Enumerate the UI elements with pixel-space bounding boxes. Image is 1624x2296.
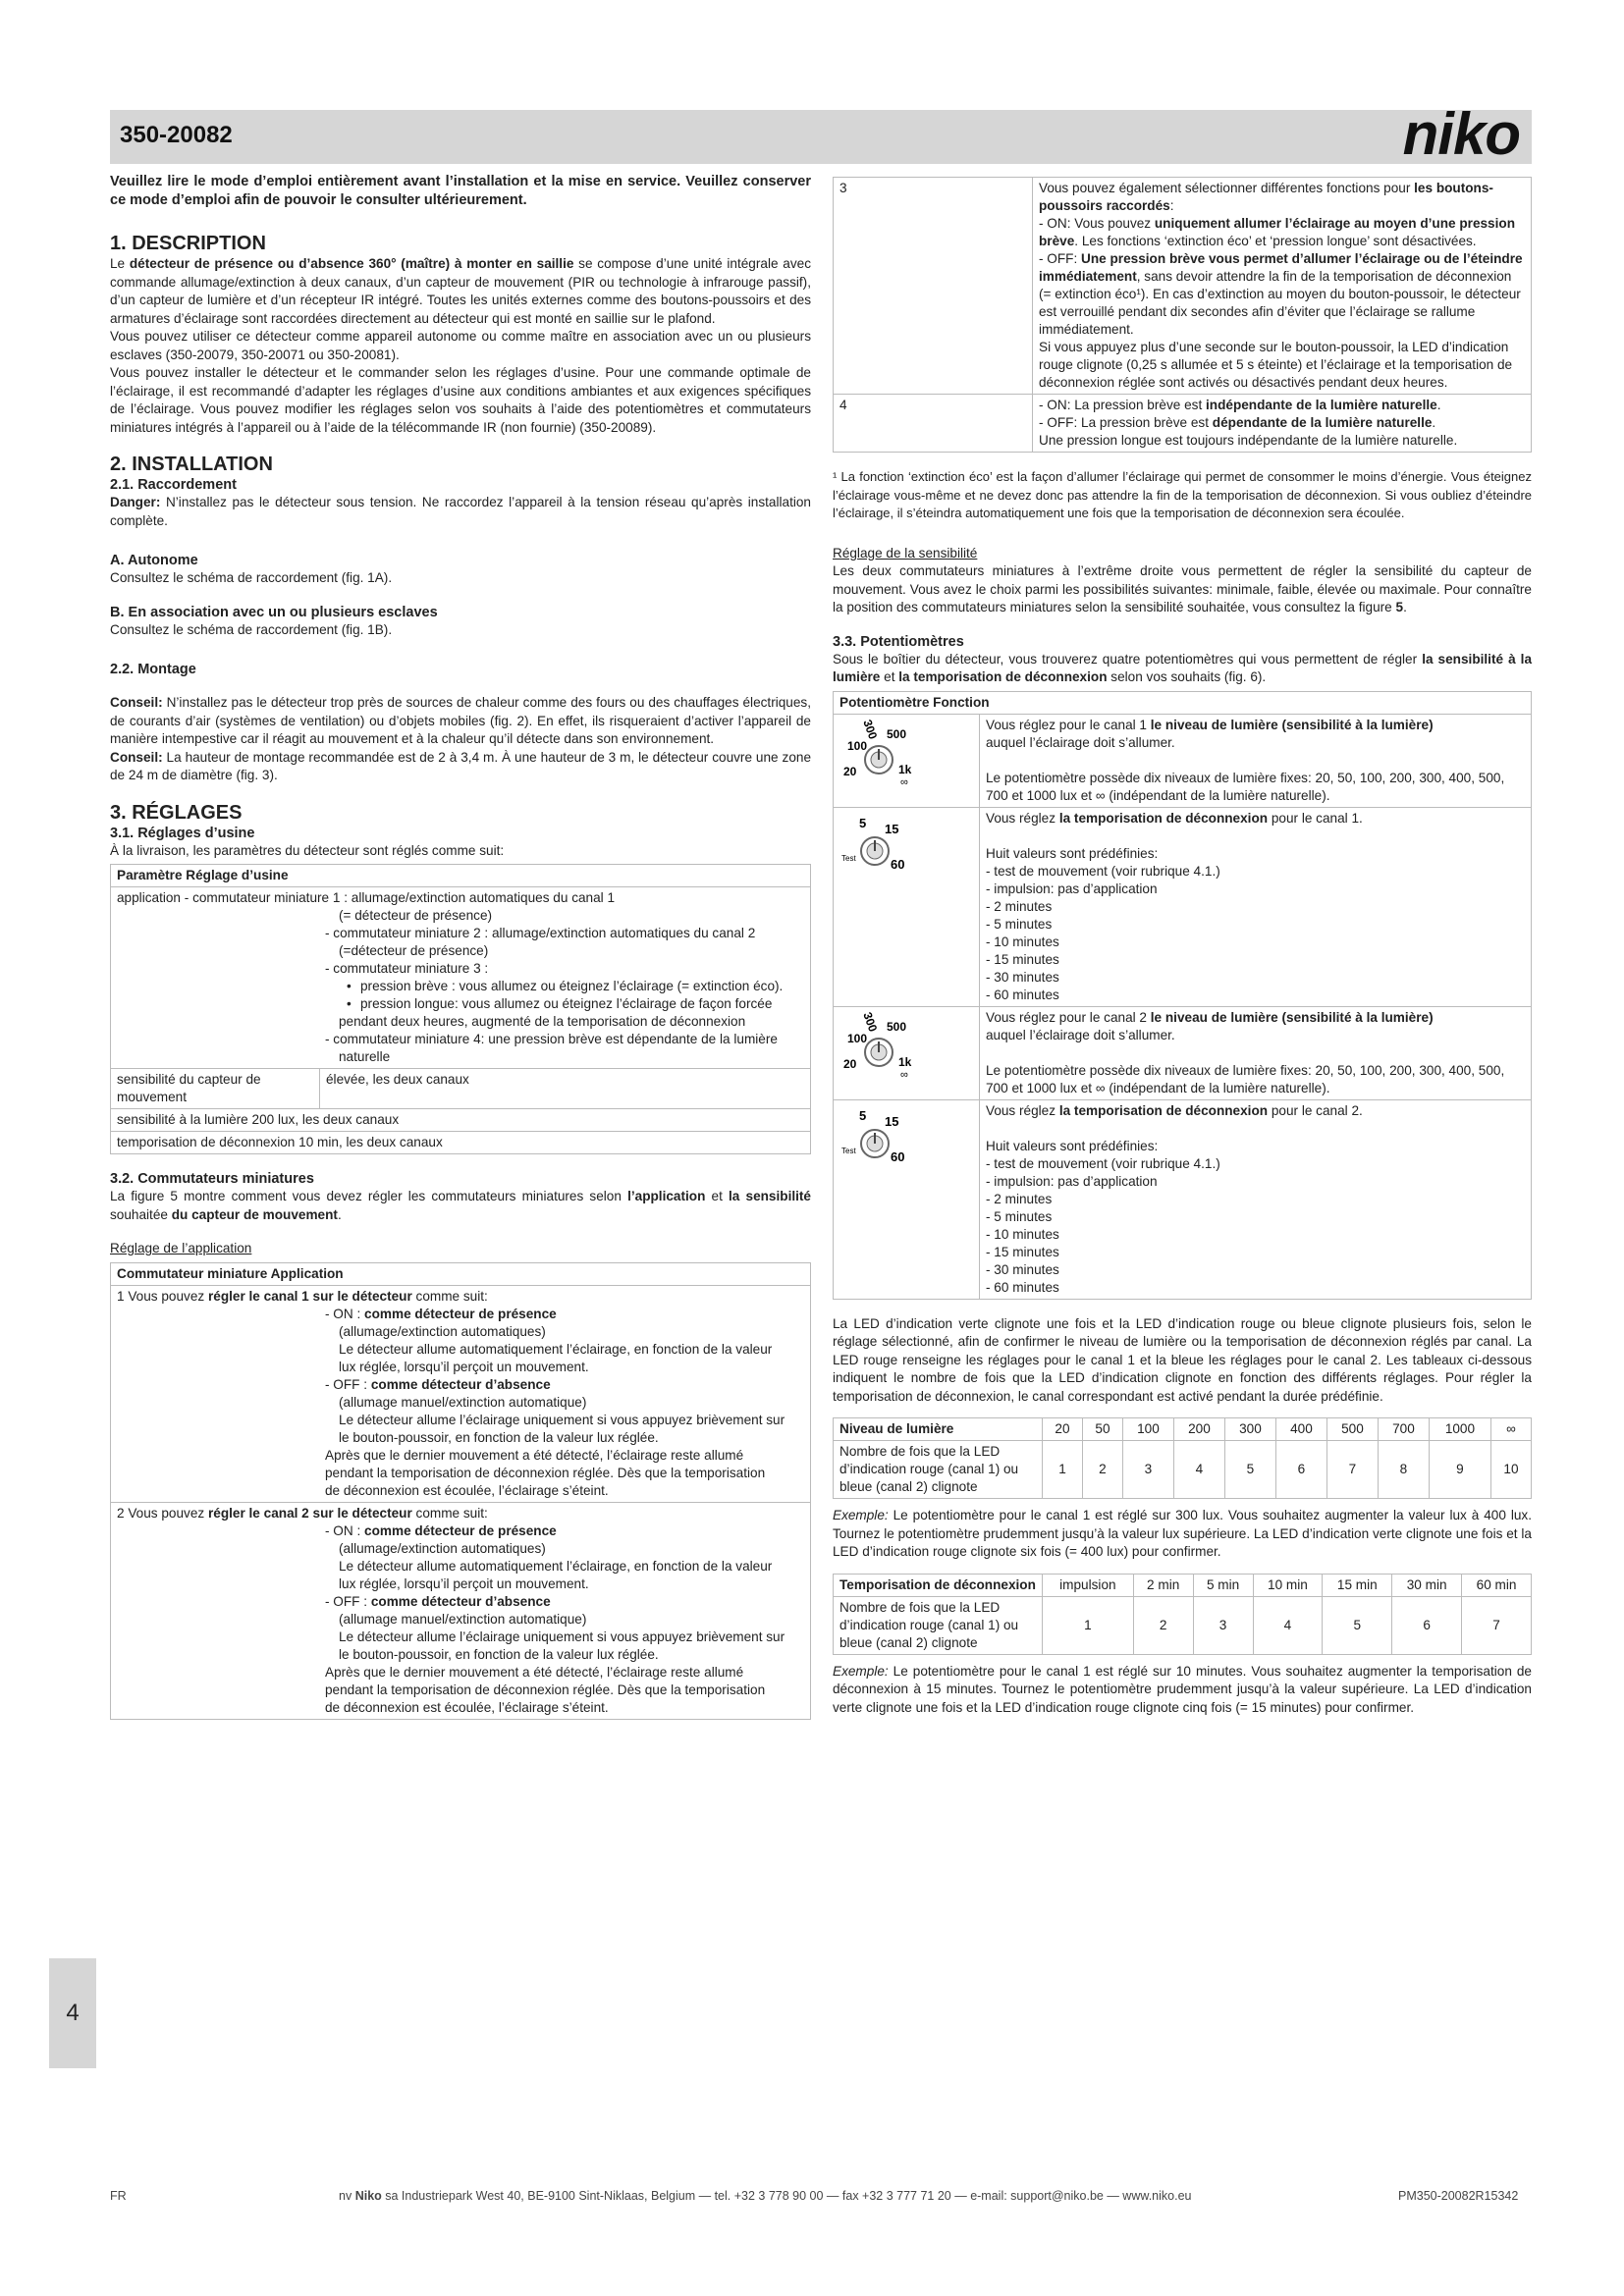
subsection-raccordement: 2.1. Raccordement <box>110 477 237 493</box>
application-row-2: 2 Vous pouvez régler le canal 2 sur le détecteur comme suit: - ON : comme détecteur de présence (allumage/extinction automatiques) Le détecteur allume automatiquement l’éclairage, en fonction de la valeur lux réglée, lorsqu’il perçoit un mouvement. - OFF : comme détecteur d’absence (allumage manuel/extinction automatique) Le détecteur allume l’éclairage uniquement si vous appuyez brièvement sur le bouton-poussoir, en fonction de la valeur lux réglée. Après que le dernier mouvement a été détecté, l’éclairage reste allumé pendant la temporisation de déconnexion réglée. Dès que la temporisation de déconnexion est écoulée, l’éclairage s’éteint. <box>111 1502 811 1719</box>
reglage-application-title: Réglage de l’application <box>110 1241 252 1255</box>
section-description-title: 1. DESCRIPTION <box>110 233 266 254</box>
danger-text: Danger: N’installez pas le détecteur sous tension. Ne raccordez l’appareil à la tension réseau qu’après installation complète. <box>110 495 811 528</box>
timer-dial-icon <box>839 1102 918 1175</box>
description-paragraph-3: Vous pouvez installer le détecteur et le commander selon les réglages d’usine. Pour une commande optimale de l’éclairage, il est recommandé d’adapter les réglages d’usine aux conditions ambiantes et aux exigences spécifiques de l’éclairage. Vous pouvez modifier les réglages selon vos souhaits à l’aide des potentiomètres et commutateurs miniatures intégrés à l’appareil ou à l’aide de la télécommande IR (non fournie) (350-20089). <box>110 365 811 435</box>
bullet-icon: • <box>347 979 352 993</box>
example-1: Exemple: Le potentiomètre pour le canal 1 est réglé sur 300 lux. Vous souhaitez augmenter la valeur lux à 400 lux. Tournez le potentiomètre prudemment jusqu’à la valeur lux supérieure. La LED d’indication verte clignote une fois et la LED d’indication rouge clignote six fois (= 400 lux) pour confirmer. <box>833 1508 1532 1559</box>
svg-text:300: 300 <box>860 717 881 741</box>
svg-text:1k: 1k <box>898 1054 912 1069</box>
reglages-usine-text: À la livraison, les paramètres du détecteur sont réglés comme suit: <box>110 842 505 858</box>
footer-address: nv Niko sa Industriepark West 40, BE-9100 Sint-Niklaas, Belgium — tel. +32 3 778 90 00 — fax +32 3 777 71 20 — e-mail: support@niko.be — www.niko.eu <box>339 2189 1192 2203</box>
application-table-header: Commutateur miniature Application <box>111 1262 811 1285</box>
sensibilite-title: Réglage de la sensibilité <box>833 545 978 561</box>
document-number: 350-20082 <box>120 122 233 148</box>
svg-text:Test: Test <box>841 1146 856 1155</box>
application-row-1: 1 Vous pouvez régler le canal 1 sur le détecteur comme suit: - ON : comme détecteur de présence (allumage/extinction automatiques) Le détecteur allume automatiquement l’éclairage, en fonction de la valeur lux réglée, lorsqu’il perçoit un mouvement. - OFF : comme détecteur d’absence (allumage manuel/extinction automatique) Le détecteur allume l’éclairage uniquement si vous appuyez brièvement sur le bouton-poussoir, en fonction de la valeur lux réglée. Après que le dernier mouvement a été détecté, l’éclairage reste allumé pendant la temporisation de déconnexion réglée. Dès que la temporisation de déconnexion est écoulée, l’éclairage s’éteint. <box>111 1285 811 1502</box>
svg-text:1k: 1k <box>898 762 912 776</box>
page-number: 4 <box>66 2000 80 2026</box>
autonome-title: A. Autonome <box>110 553 198 568</box>
lux-dial-icon <box>839 1009 918 1088</box>
svg-text:100: 100 <box>847 1031 868 1045</box>
subsection-reglages-usine: 3.1. Réglages d’usine <box>110 825 255 841</box>
autonome-text: Consultez le schéma de raccordement (fig. 1A). <box>110 570 393 585</box>
conseil-2: Conseil: La hauteur de montage recommandée est de 2 à 3,4 m. À une hauteur de 3 m, le détecteur couvre une zone de 24 m de diamètre (fig. 3). <box>110 749 811 782</box>
subsection-potentiometres: 3.3. Potentiomètres <box>833 633 964 650</box>
description-paragraph-1: Le détecteur de présence ou d’absence 360° (maître) à monter en saillie se compose d’une unité intégrale avec commande allumage/extinction à deux canaux, d’un capteur de mouvement (PIR ou technologie à infrarouge passif), d’un capteur de lumière et d’un récepteur IR intégré. Toutes les unités externes comme des boutons-poussoirs et des armatures d’éclairage sont raccordées directement au détecteur qui est monté en saillie sur le plafond. <box>110 256 811 326</box>
led-text: La LED d’indication verte clignote une fois et la LED d’indication rouge ou bleue clignote plusieurs fois, selon le réglage sélectionné, afin de confirmer le niveau de lumière ou la temporisation de déconnexion réglés par canal. La LED rouge renseigne les réglages pour le canal 1 et la bleue les réglages pour le canal 2. Les tableaux ci-dessous indiquent le nombre de fois que la LED d’indication clignote en fonction des différents réglages. Pour régler la temporisation de déconnexion, le canal correspondant est activé pendant la durée prédéfinie. <box>833 1315 1532 1404</box>
factory-row-sensibilite: sensibilité du capteur de mouvement élevée, les deux canaux <box>111 1069 811 1109</box>
commutateurs-text: La figure 5 montre comment vous devez régler les commutateurs miniatures selon l’application et la sensibilité souhaitée du capteur de mouvement. <box>110 1189 811 1222</box>
header-bar <box>110 101 1532 167</box>
svg-text:15: 15 <box>885 821 899 836</box>
svg-text:300: 300 <box>860 1009 881 1034</box>
factory-row-application: application - commutateur miniature 1 : allumage/extinction automatiques du canal 1 (= détecteur de présence) - commutateur miniature 2 : allumage/extinction automatiques du canal 2 (=détecteur de présence) - commutateur miniature 3 : • pression brève : vous allumez ou éteignez l’éclairage (= extinction éco). • pression longue: vous allumez ou éteignez l’éclairage de façon forcée pendant deux heures, augmenté de la temporisation de déconnexion - commutateur miniature 4: une pression brève est dépendante de la lumière naturelle <box>111 887 811 1069</box>
svg-text:5: 5 <box>859 815 867 830</box>
intro-text: Veuillez lire le mode d’emploi entièrement avant l’installation et la mise en service. Veuillez conserver ce mode d’emploi afin de pouvoir le consulter ultérieurement. <box>110 174 811 208</box>
factory-table-header: Paramètre Réglage d’usine <box>111 865 811 887</box>
left-column <box>110 173 811 1720</box>
time-led-table: Temporisation de déconnexion impulsion 2 min 5 min 10 min 15 min 30 min 60 min Nombre de fois que la LED d’indication rouge (canal 1) ou bleue (canal 2) clignote 1 2 3 4 5 6 7 <box>833 1574 1532 1655</box>
svg-text:500: 500 <box>887 1019 907 1034</box>
bullet-icon: • <box>347 996 352 1011</box>
description-paragraph-2: Vous pouvez utiliser ce détecteur comme appareil autonome ou comme maître en association avec un ou plusieurs esclaves (350-20079, 350-20071 ou 350-20081). <box>110 329 811 362</box>
potentiometres-text: Sous le boîtier du détecteur, vous trouverez quatre potentiomètres qui vous permettent de régler la sensibilité à la lumière et la temporisation de déconnexion selon vos souhaits (fig. 6). <box>833 651 1533 684</box>
esclaves-text: Consultez le schéma de raccordement (fig. 1B). <box>110 621 393 637</box>
svg-text:15: 15 <box>885 1113 899 1129</box>
application-row-4: 4 - ON: La pression brève est indépendante de la lumière naturelle. - OFF: La pression brève est dépendante de la lumière naturelle. Une pression longue est toujours indépendante de la lumière naturelle. <box>834 395 1532 453</box>
footer-language: FR <box>110 2189 127 2203</box>
factory-settings-table <box>110 864 811 1154</box>
svg-text:20: 20 <box>843 1056 857 1071</box>
esclaves-title: B. En association avec un ou plusieurs esclaves <box>110 604 438 620</box>
svg-text:Test: Test <box>841 853 856 863</box>
pot-row-lux-2: 300 500 100 20 1k ∞ Vous réglez pour le canal 2 le niveau de lumière (sensibilité à la lumière) auquel l’éclairage doit s’allumer. Le potentiomètre possède dix niveaux de lumière fixes: 20, 50, 100, 200, 300, 400, 500, 700 et 1000 lux et ∞ (indépendant de la lumière naturelle). <box>834 1006 1532 1099</box>
pot-row-lux-1: 300 500 100 20 1k ∞ Vous réglez pour le canal 1 le niveau de lumière (sensibilité à la lumière) auquel l’éclairage doit s’allumer. Le potentiomètre possède dix niveaux de lumière fixes: 20, 50, 100, 200, 300, 400, 500, 700 et 1000 lux et ∞ (indépendant de la lumière naturelle). <box>834 714 1532 807</box>
svg-text:∞: ∞ <box>900 775 908 788</box>
section-reglages-title: 3. RÉGLAGES <box>110 801 243 824</box>
potentiometer-table-header: Potentiomètre Fonction <box>834 691 1532 714</box>
section-installation-title: 2. INSTALLATION <box>110 454 273 475</box>
sensibilite-text: Les deux commutateurs miniatures à l’extrême droite vous permettent de régler la sensibilité du capteur de mouvement. Vous avez le choix parmi les possibilités suivantes: minimale, faible, élevée ou maximale. Pour connaître la position des commutateurs miniatures selon la sensibilité souhaitée, vous consultez la figure 5. <box>833 563 1532 614</box>
footer-code: PM350-20082R15342 <box>1398 2189 1519 2203</box>
application-table-continued <box>833 177 1532 453</box>
niko-logo: niko <box>1402 101 1520 167</box>
subsection-montage: 2.2. Montage <box>110 662 196 677</box>
application-table <box>110 1262 811 1720</box>
right-column <box>833 177 1532 1717</box>
lux-led-table: Niveau de lumière 20 50 100 200 300 400 500 700 1000 ∞ Nombre de fois que la LED d’indication rouge (canal 1) ou bleue (canal 2) clignote 1 2 3 4 5 6 7 8 9 10 <box>833 1417 1532 1499</box>
svg-text:5: 5 <box>859 1107 867 1123</box>
example-2: Exemple: Le potentiomètre pour le canal 1 est réglé sur 10 minutes. Vous souhaitez augmenter la temporisation de déconnexion à 15 minutes. Tournez le potentiomètre prudemment jusqu’à la valeur supérieure. La LED d’indication verte clignote une fois et la LED d’indication rouge clignote cinq fois (= 15 minutes) pour confirmer. <box>833 1663 1532 1715</box>
page-number-tab <box>49 1958 96 2068</box>
pot-row-time-2: 5 15 Test 60 Vous réglez la temporisation de déconnexion pour le canal 2. Huit valeurs sont prédéfinies: - test de mouvement (voir rubrique 4.1.) - impulsion: pas d’application - 2 minutes - 5 minutes - 10 minutes - 15 minutes - 30 minutes - 60 minutes <box>834 1099 1532 1299</box>
application-row-3: 3 Vous pouvez également sélectionner différentes fonctions pour les boutons-poussoirs raccordés: - ON: Vous pouvez uniquement allumer l’éclairage au moyen d’une pression brève. Les fonctions ‘extinction éco’ et ‘pression longue’ sont désactivées. - OFF: Une pression brève vous permet d’allumer l’éclairage ou de l’éteindre immédiatement, sans devoir attendre la fin de la temporisation de déconnexion (= extinction éco¹). En cas d’extinction au moyen du bouton-poussoir, le détecteur est verrouillé pendant dix secondes afin d’éviter que l’éclairage se rallume immédiatement. Si vous appuyez plus d’une seconde sur le bouton-poussoir, la LED d’indication rouge clignote (0,25 s allumée et 5 s éteinte) et l’éclairage et la temporisation de déconnexion réglée sont activés ou désactivés pendant deux heures. <box>834 178 1532 395</box>
svg-text:∞: ∞ <box>900 1068 908 1081</box>
svg-text:60: 60 <box>891 1148 905 1164</box>
svg-text:100: 100 <box>847 738 868 753</box>
lux-dial-icon <box>839 717 918 795</box>
timer-dial-icon <box>839 810 918 882</box>
svg-text:500: 500 <box>887 726 907 741</box>
svg-text:20: 20 <box>843 764 857 778</box>
factory-row-temporisation: temporisation de déconnexion 10 min, les deux canaux <box>111 1132 811 1154</box>
factory-row-lumiere: sensibilité à la lumière 200 lux, les deux canaux <box>111 1109 811 1132</box>
potentiometer-table <box>833 691 1532 1300</box>
footnote: ¹ La fonction ‘extinction éco’ est la façon d’allumer l’éclairage qui permet de consommer le moins d’énergie. Vous éteignez l’éclairage vous-même et ne devez donc pas attendre la fin de la temporisation de déconnexion. Si vous oubliez d’éteindre l’éclairage, il s’éteindra automatiquement une fois que la temporisation de déconnexion sera écoulée. <box>833 469 1532 520</box>
pot-row-time-1: 5 15 Test 60 Vous réglez la temporisation de déconnexion pour le canal 1. Huit valeurs sont prédéfinies: - test de mouvement (voir rubrique 4.1.) - impulsion: pas d’application - 2 minutes - 5 minutes - 10 minutes - 15 minutes - 30 minutes - 60 minutes <box>834 807 1532 1006</box>
svg-text:60: 60 <box>891 856 905 872</box>
conseil-1: Conseil: N’installez pas le détecteur trop près de sources de chaleur comme des fours ou des chauffages électriques, de courants d’air (systèmes de ventilation) ou d’objets mobiles (fig. 2). En effet, ils risqueraient d’activer l’appareil de manière intempestive car il réagit au mouvement et à la chaleur qu’il détecte dans son environnement. <box>110 695 811 746</box>
subsection-commutateurs: 3.2. Commutateurs miniatures <box>110 1171 314 1187</box>
